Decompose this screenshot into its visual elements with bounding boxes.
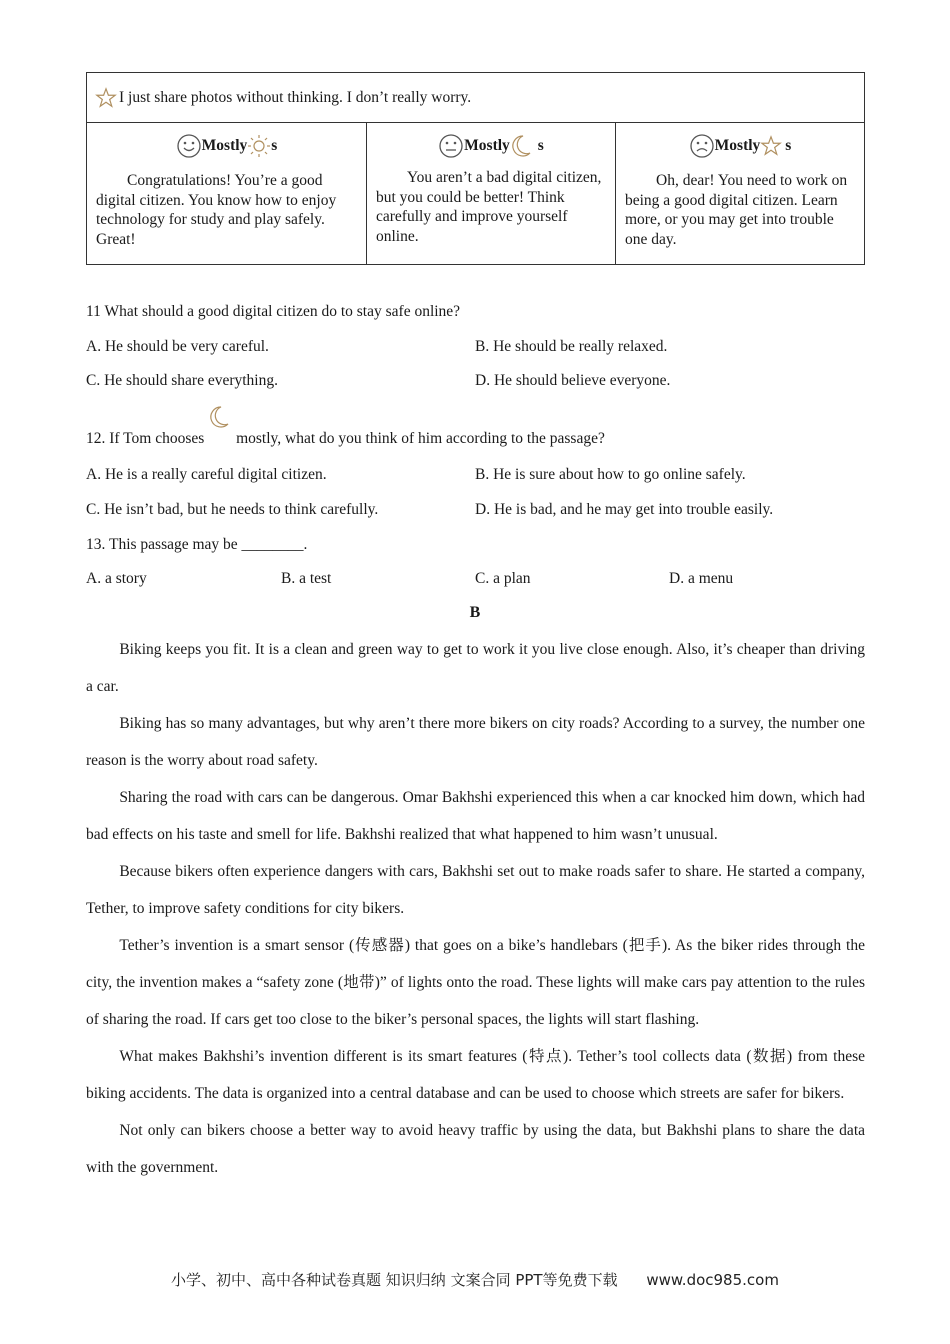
star-icon [760,135,782,157]
result-suffix: s [271,137,278,154]
passage-paragraph: Not only can bikers choose a better way to avoid heavy traffic by using the data, but Bakhshi plans to share the data with the government. [86,1122,865,1176]
q11-option-d: D. He should believe everyone. [475,372,671,389]
smile-face-icon [176,133,202,159]
statement-row [87,73,865,123]
q11-option-c: C. He should share everything. [86,372,278,389]
q12-option-c: C. He isn’t bad, but he needs to think carefully. [86,501,379,518]
result-cell-sun [87,123,367,265]
q13-option-d: D. a menu [669,570,734,587]
result-text: You aren’t a bad digital citizen, but you could be better! Think carefully and improve yourself online. [376,169,602,245]
question-12-stem [86,419,605,448]
question-13-stem: 13. This passage may be ________. [86,536,308,553]
moon-icon [208,405,230,429]
result-prefix: Mostly [464,137,510,154]
q11-option-b: B. He should be really relaxed. [475,338,668,355]
result-suffix: s [537,137,544,154]
q12-option-b: B. He is sure about how to go online safely. [475,466,746,483]
passage-paragraph: Biking has so many advantages, but why aren’t there more bikers on city roads? According to a survey, the number one reason is the worry about road safety. [86,715,865,769]
passage-paragraph: Because bikers often experience dangers with cars, Bakhshi set out to make roads safer to share. He started a company, Tether, to improve safety conditions for city bikers. [86,863,865,917]
q12-option-d: D. He is bad, and he may get into trouble easily. [475,501,774,518]
q12-stem-after: mostly, what do you think of him according to the passage? [236,430,605,447]
result-text: Oh, dear! You need to work on being a good digital citizen. Learn more, or you may get into trouble one day. [625,172,848,248]
q13-option-a: A. a story [86,570,147,587]
result-prefix: Mostly [714,137,761,154]
sad-face-icon [689,133,715,159]
quiz-table [86,72,865,265]
passage-paragraph: What makes Bakhshi’s invention different is its smart features (特点). Tether’s tool collects data (数据) from these biking accidents. The data is organized into a central database and can be used to choose which streets are safer for bikers. [86,1048,865,1102]
statement-text: I just share photos without thinking. I don’t really worry. [119,88,472,106]
result-heading [616,132,864,160]
q12-stem-before: 12. If Tom chooses [86,430,205,447]
result-cell-moon [367,123,616,265]
result-heading [87,132,366,160]
results-row [87,123,865,265]
question-11-stem: 11 What should a good digital citizen do to stay safe online? [86,303,461,320]
passage-paragraph: Biking keeps you fit. It is a clean and green way to get to work it you live close enough. Also, it’s cheaper than driving a car. [86,641,865,695]
moon-icon [510,134,532,158]
footer-text: 小学、初中、高中各种试卷真题 知识归纳 文案合同 PPT等免费下载 [171,1271,618,1289]
passage-b [86,631,865,1186]
sun-icon [247,134,271,158]
neutral-face-icon [438,133,464,159]
passage-paragraph: Tether’s invention is a smart sensor (传感器) that goes on a bike’s handlebars (把手). As the biker rides through the city, the invention makes a “safety zone (地带)” of lights onto the road. These lights will make cars pay attention to the rules of sharing the road. If cars get too close to the biker’s personal spaces, the lights will start flashing. [86,937,865,1028]
result-cell-star [616,123,865,265]
result-prefix: Mostly [201,137,248,154]
star-icon [95,87,117,109]
q13-option-c: C. a plan [475,570,531,587]
q11-option-a: A. He should be very careful. [86,338,269,355]
result-heading [367,132,615,160]
result-text: Congratulations! You’re a good digital citizen. You know how to enjoy technology for study and play safely. Great! [96,172,337,248]
result-suffix: s [785,137,792,154]
footer-link[interactable]: www.doc985.com [646,1271,779,1289]
q12-option-a: A. He is a really careful digital citizen. [86,466,327,483]
passage-paragraph: Sharing the road with cars can be dangerous. Omar Bakhshi experienced this when a car knocked him down, which had bad effects on his taste and smell for life. Bakhshi realized that what happened to him wasn’t unusual. [86,789,865,843]
page-footer [0,1269,950,1290]
q13-option-b: B. a test [281,570,332,587]
section-b-title: B [469,604,481,621]
